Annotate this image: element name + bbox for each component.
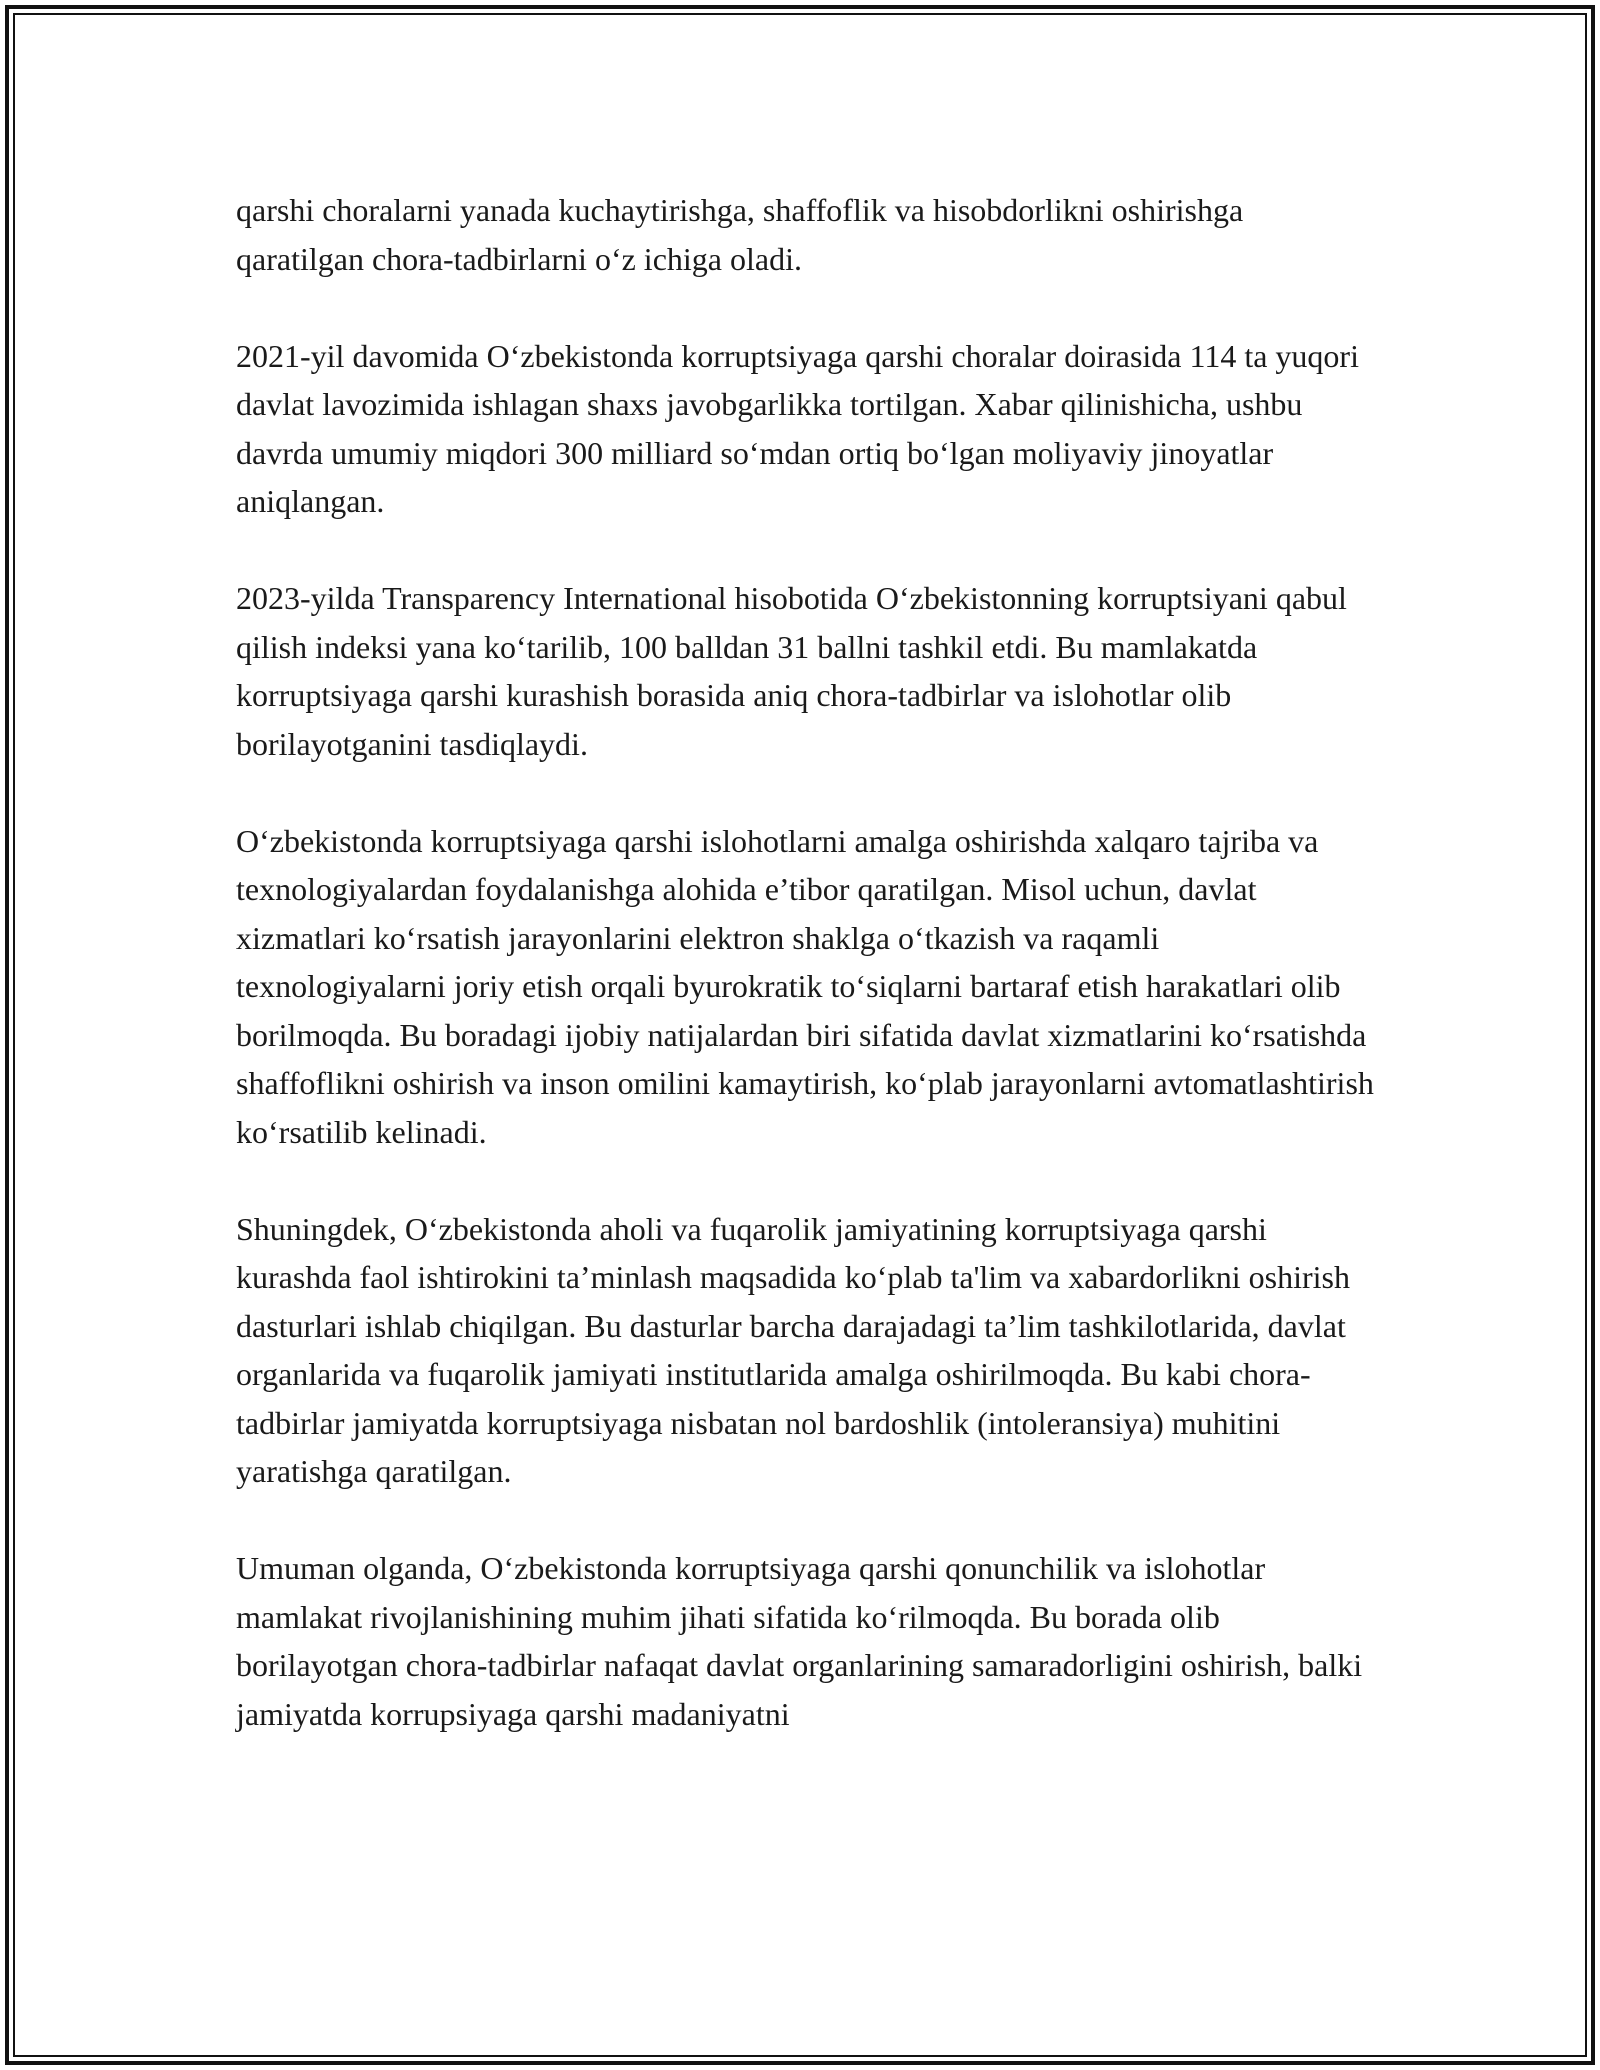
paragraph: Umuman olganda, O‘zbekistonda korruptsiyaga qarshi qonunchilik va islohotlar mamlakat rivojlanishining muhim jihati sifatida ko‘rilmoqda. Bu borada olib borilayotgan chora-tadbirlar nafaqat davlat organlarining samaradorligini oshirish, balki jamiyatda korrupsiyaga qarshi madaniyatni <box>236 1550 1363 1732</box>
paragraph: qarshi choralarni yanada kuchaytirishga, shaffoflik va hisobdorlikni oshirishga qaratilgan chora-tadbirlarni o‘z ichiga oladi. <box>236 192 1244 277</box>
paragraph: O‘zbekistonda korruptsiyaga qarshi islohotlarni amalga oshirishda xalqaro tajriba va texnologiyalardan foydalanishga alohida e’tibor qaratilgan. Misol uchun, davlat xizmatlari ko‘rsatish jarayonlarini elektron shaklga o‘tkazish va raqamli texnologiyalarni joriy etish orqali byurokratik to‘siqlarni bartaraf etish harakatlari olib borilmoqda. Bu boradagi ijobiy natijalardan biri sifatida davlat xizmatlarini ko‘rsatishda shaffoflikni oshirish va inson omilini kamaytirish, ko‘plab jarayonlarni avtomatlashtirish ko‘rsatilib kelinadi. <box>236 822 1374 1150</box>
paragraph: 2021-yil davomida O‘zbekistonda korruptsiyaga qarshi choralar doirasida 114 ta yuqori davlat lavozimida ishlagan shaxs javobgarlikka tortilgan. Xabar qilinishicha, ushbu davrda umumiy miqdori 300 milliard so‘mdan ortiq bo‘lgan moliyaviy jinoyatlar aniqlangan. <box>236 337 1359 519</box>
document-body <box>236 186 1376 1738</box>
paragraph: Shuningdek, O‘zbekistonda aholi va fuqarolik jamiyatining korruptsiyaga qarshi kurashda faol ishtirokini ta’minlash maqsadida ko‘plab ta'lim va xabardorlikni oshirish dasturlari ishlab chiqilgan. Bu dasturlar barcha darajadagi ta’lim tashkilotlarida, davlat organlarida va fuqarolik jamiyati institutlarida amalga oshirilmoqda. Bu kabi chora-tadbirlar jamiyatda korruptsiyaga nisbatan nol bardoshlik (intoleransiya) muhitini yaratishga qaratilgan. <box>236 1210 1350 1489</box>
paragraph: 2023-yilda Transparency International hisobotida O‘zbekistonning korruptsiyani qabul qilish indeksi yana ko‘tarilib, 100 balldan 31 ballni tashkil etdi. Bu mamlakatda korruptsiyaga qarshi kurashish borasida aniq chora-tadbirlar va islohotlar olib borilayotganini tasdiqlaydi. <box>236 580 1347 762</box>
